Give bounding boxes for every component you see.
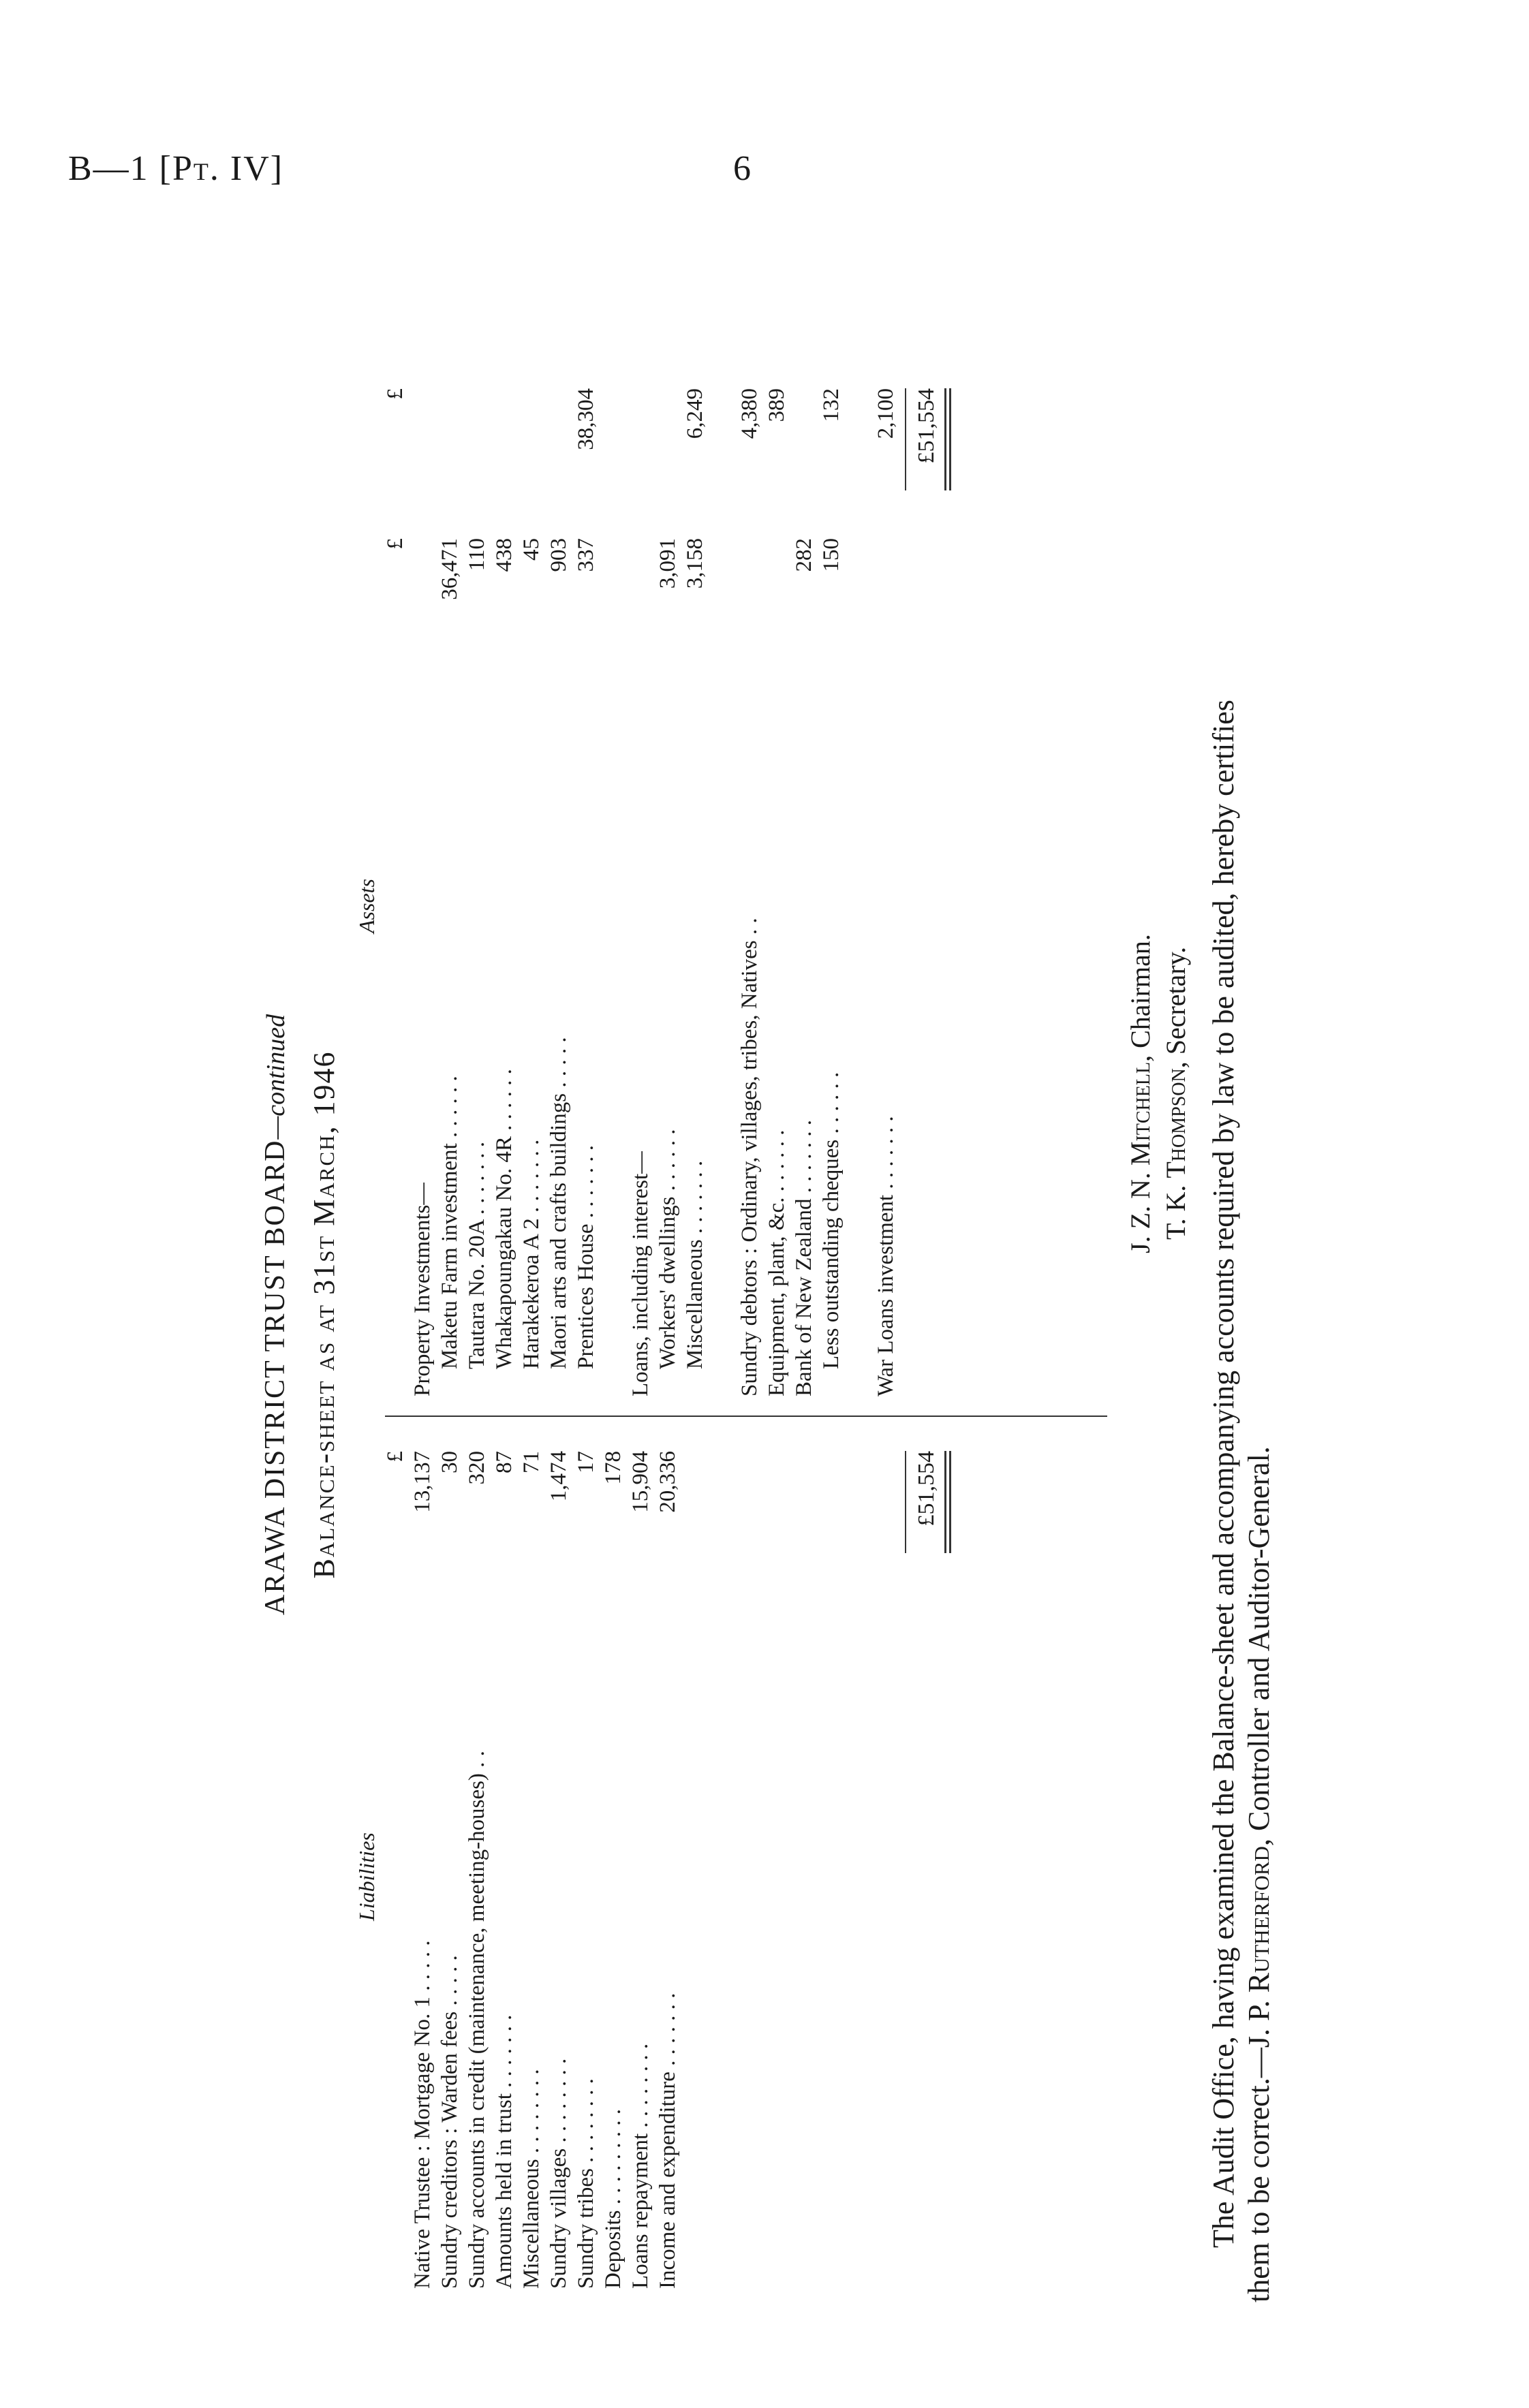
- bank-net-amount: 132: [819, 388, 844, 422]
- asset-amount: 903: [546, 538, 571, 572]
- liability-amount: 20,336: [655, 1451, 680, 1513]
- liability-row: [627, 1451, 654, 2289]
- page-number: 6: [733, 149, 751, 188]
- assets-total-block: [899, 388, 954, 1396]
- audit-certificate: [1206, 245, 1277, 2302]
- document-subtitle: Balance-sheet as at 31st March, 1946: [307, 1050, 341, 1579]
- cheques-label: Less outstanding cheques . . . . . .: [819, 1072, 844, 1369]
- asset-row: [872, 388, 899, 1396]
- chairman-name: Mitchell: [1125, 1061, 1156, 1166]
- assets-currency-2: £: [383, 388, 407, 400]
- liability-label: Sundry villages . . . . . . . .: [546, 2058, 571, 2289]
- liability-row: [491, 1451, 518, 2289]
- assets-currency-row: [382, 388, 409, 1396]
- liability-label: Loans repayment . . . . . . . .: [628, 2043, 653, 2289]
- liability-amount: 13,137: [410, 1451, 435, 1513]
- asset-row: [545, 388, 572, 1396]
- asset-label: Maori arts and crafts buildings . . . . .: [546, 1037, 571, 1369]
- liability-row: [463, 1451, 491, 2289]
- asset-row: [681, 388, 709, 1396]
- property-heading: Property Investments—: [410, 1182, 435, 1396]
- page-reference: [68, 148, 283, 189]
- asset-amount: 45: [519, 538, 544, 561]
- liabilities-currency-row: [382, 1451, 409, 2289]
- loans-total: 6,249: [683, 388, 707, 439]
- asset-label: Harakekeroa A 2 . . . . . . .: [519, 1139, 544, 1369]
- liability-label: Sundry tribes . . . . . . . .: [574, 2078, 598, 2289]
- equipment-amount: 389: [764, 388, 789, 422]
- chairman-signature: [1124, 934, 1156, 1253]
- assets-total: £51,554: [914, 388, 939, 464]
- liabilities-heading: Liabilities: [354, 1832, 379, 1921]
- liability-label: Deposits . . . . . . . . .: [601, 2109, 626, 2289]
- asset-amount: 3,091: [655, 538, 680, 589]
- war-loans-label: War Loans investment . . . . . . .: [874, 1116, 898, 1396]
- secretary-role: , Secretary.: [1160, 946, 1191, 1069]
- audit-line-2: [1241, 245, 1277, 2302]
- liabilities-column: [382, 1451, 954, 2289]
- debtors-amount: 4,380: [737, 388, 762, 439]
- audit-line-2-prefix: them to be correct.—J. P.: [1242, 1992, 1276, 2302]
- liability-amount: 30: [437, 1451, 462, 1473]
- liability-label: Sundry creditors : Warden fees . . . . .: [437, 1955, 462, 2289]
- liabilities-total: £51,554: [914, 1451, 939, 1527]
- bank-label: Bank of New Zealand . . . . . . .: [792, 1120, 816, 1396]
- asset-label: Miscellaneous . . . . . . .: [683, 1160, 707, 1369]
- liability-row: [600, 1451, 627, 2289]
- asset-label: Prentices House . . . . . . .: [574, 1144, 598, 1369]
- balance-sheet-block: [259, 191, 1281, 2302]
- asset-row: [518, 388, 545, 1396]
- equipment-label: Equipment, plant, &c. . . . . . .: [764, 1129, 789, 1396]
- asset-label: Maketu Farm investment . . . . . .: [437, 1076, 462, 1369]
- asset-amount: 36,471: [437, 538, 462, 600]
- auditor-name: Rutherford: [1242, 1846, 1276, 1993]
- loans-heading-row: [627, 388, 654, 1396]
- asset-row: [463, 388, 491, 1396]
- liability-row: [654, 1451, 681, 2289]
- title-continued: —continued: [262, 1014, 290, 1140]
- page-ref-part: Pt. IV: [172, 149, 271, 188]
- chairman-initials: J. Z. N.: [1125, 1172, 1156, 1253]
- liability-row: [409, 1451, 436, 2289]
- bank-amount: 282: [792, 538, 816, 572]
- liability-row: [545, 1451, 572, 2289]
- audit-line-2-suffix: , Controller and Auditor-General.: [1242, 1446, 1276, 1847]
- chairman-role: , Chairman.: [1125, 934, 1156, 1062]
- asset-amount: 110: [465, 538, 489, 572]
- liabilities-total-block: [899, 1451, 954, 2289]
- liability-label: Amounts held in trust . . . . . . .: [492, 2014, 516, 2289]
- asset-amount: 3,158: [683, 538, 707, 589]
- liability-label: Miscellaneous . . . . . . . .: [519, 2069, 544, 2289]
- cheques-amount: 150: [819, 538, 844, 572]
- assets-heading: Assets: [354, 879, 379, 933]
- liability-amount: 178: [601, 1451, 626, 1485]
- audit-line-1: The Audit Office, having examined the Balance-sheet and accompanying accounts required by law to be audited, hereby certifies: [1207, 700, 1240, 2248]
- liability-row: [572, 1451, 600, 2289]
- liability-amount: 1,474: [546, 1451, 571, 1502]
- asset-row: [491, 388, 518, 1396]
- liability-amount: 87: [492, 1451, 516, 1473]
- assets-column: [382, 388, 954, 1396]
- document-title: [259, 327, 292, 2302]
- page-ref-prefix: B—1 [: [68, 149, 172, 188]
- loans-heading: Loans, including interest—: [628, 1151, 653, 1396]
- asset-row: [818, 388, 845, 1396]
- assets-currency-1: £: [383, 538, 407, 550]
- asset-label: Tautara No. 20A . . . . . . .: [465, 1141, 489, 1369]
- liability-amount: 71: [519, 1451, 544, 1473]
- title-main: ARAWA DISTRICT TRUST BOARD: [260, 1139, 291, 1616]
- liability-label: Sundry accounts in credit (maintenance, meeting-houses) . .: [465, 1751, 489, 2289]
- liability-amount: 17: [574, 1451, 598, 1473]
- war-loans-amount: 2,100: [874, 388, 898, 439]
- secretary-signature: [1160, 947, 1192, 1240]
- asset-amount: 337: [574, 538, 598, 572]
- secretary-name: Thompson: [1160, 1068, 1191, 1178]
- liability-amount: 320: [465, 1451, 489, 1485]
- liability-row: [436, 1451, 463, 2289]
- asset-label: Whakapoungakau No. 4R . . . . . .: [492, 1069, 516, 1369]
- liability-row: [518, 1451, 545, 2289]
- liability-amount: 15,904: [628, 1451, 653, 1513]
- liability-label: Income and expenditure . . . . . . .: [655, 1992, 680, 2289]
- property-heading-row: [409, 388, 436, 1396]
- asset-row: [436, 388, 463, 1396]
- liabilities-currency: £: [383, 1451, 407, 1463]
- column-divider: [385, 1416, 1107, 1417]
- debtors-label: Sundry debtors : Ordinary, villages, tribes, Natives . .: [737, 918, 762, 1396]
- asset-row: [572, 388, 600, 1396]
- property-total: 38,304: [574, 388, 598, 450]
- page-ref-suffix: ]: [270, 149, 284, 188]
- asset-row: [763, 388, 790, 1396]
- asset-row: [790, 388, 818, 1396]
- liability-label: Native Trustee : Mortgage No. 1 . . . . .: [410, 1940, 435, 2289]
- secretary-initials: T. K.: [1160, 1185, 1191, 1240]
- asset-label: Workers' dwellings . . . . . .: [655, 1129, 680, 1369]
- asset-row: [654, 388, 681, 1396]
- asset-amount: 438: [492, 538, 516, 572]
- asset-row: [736, 388, 763, 1396]
